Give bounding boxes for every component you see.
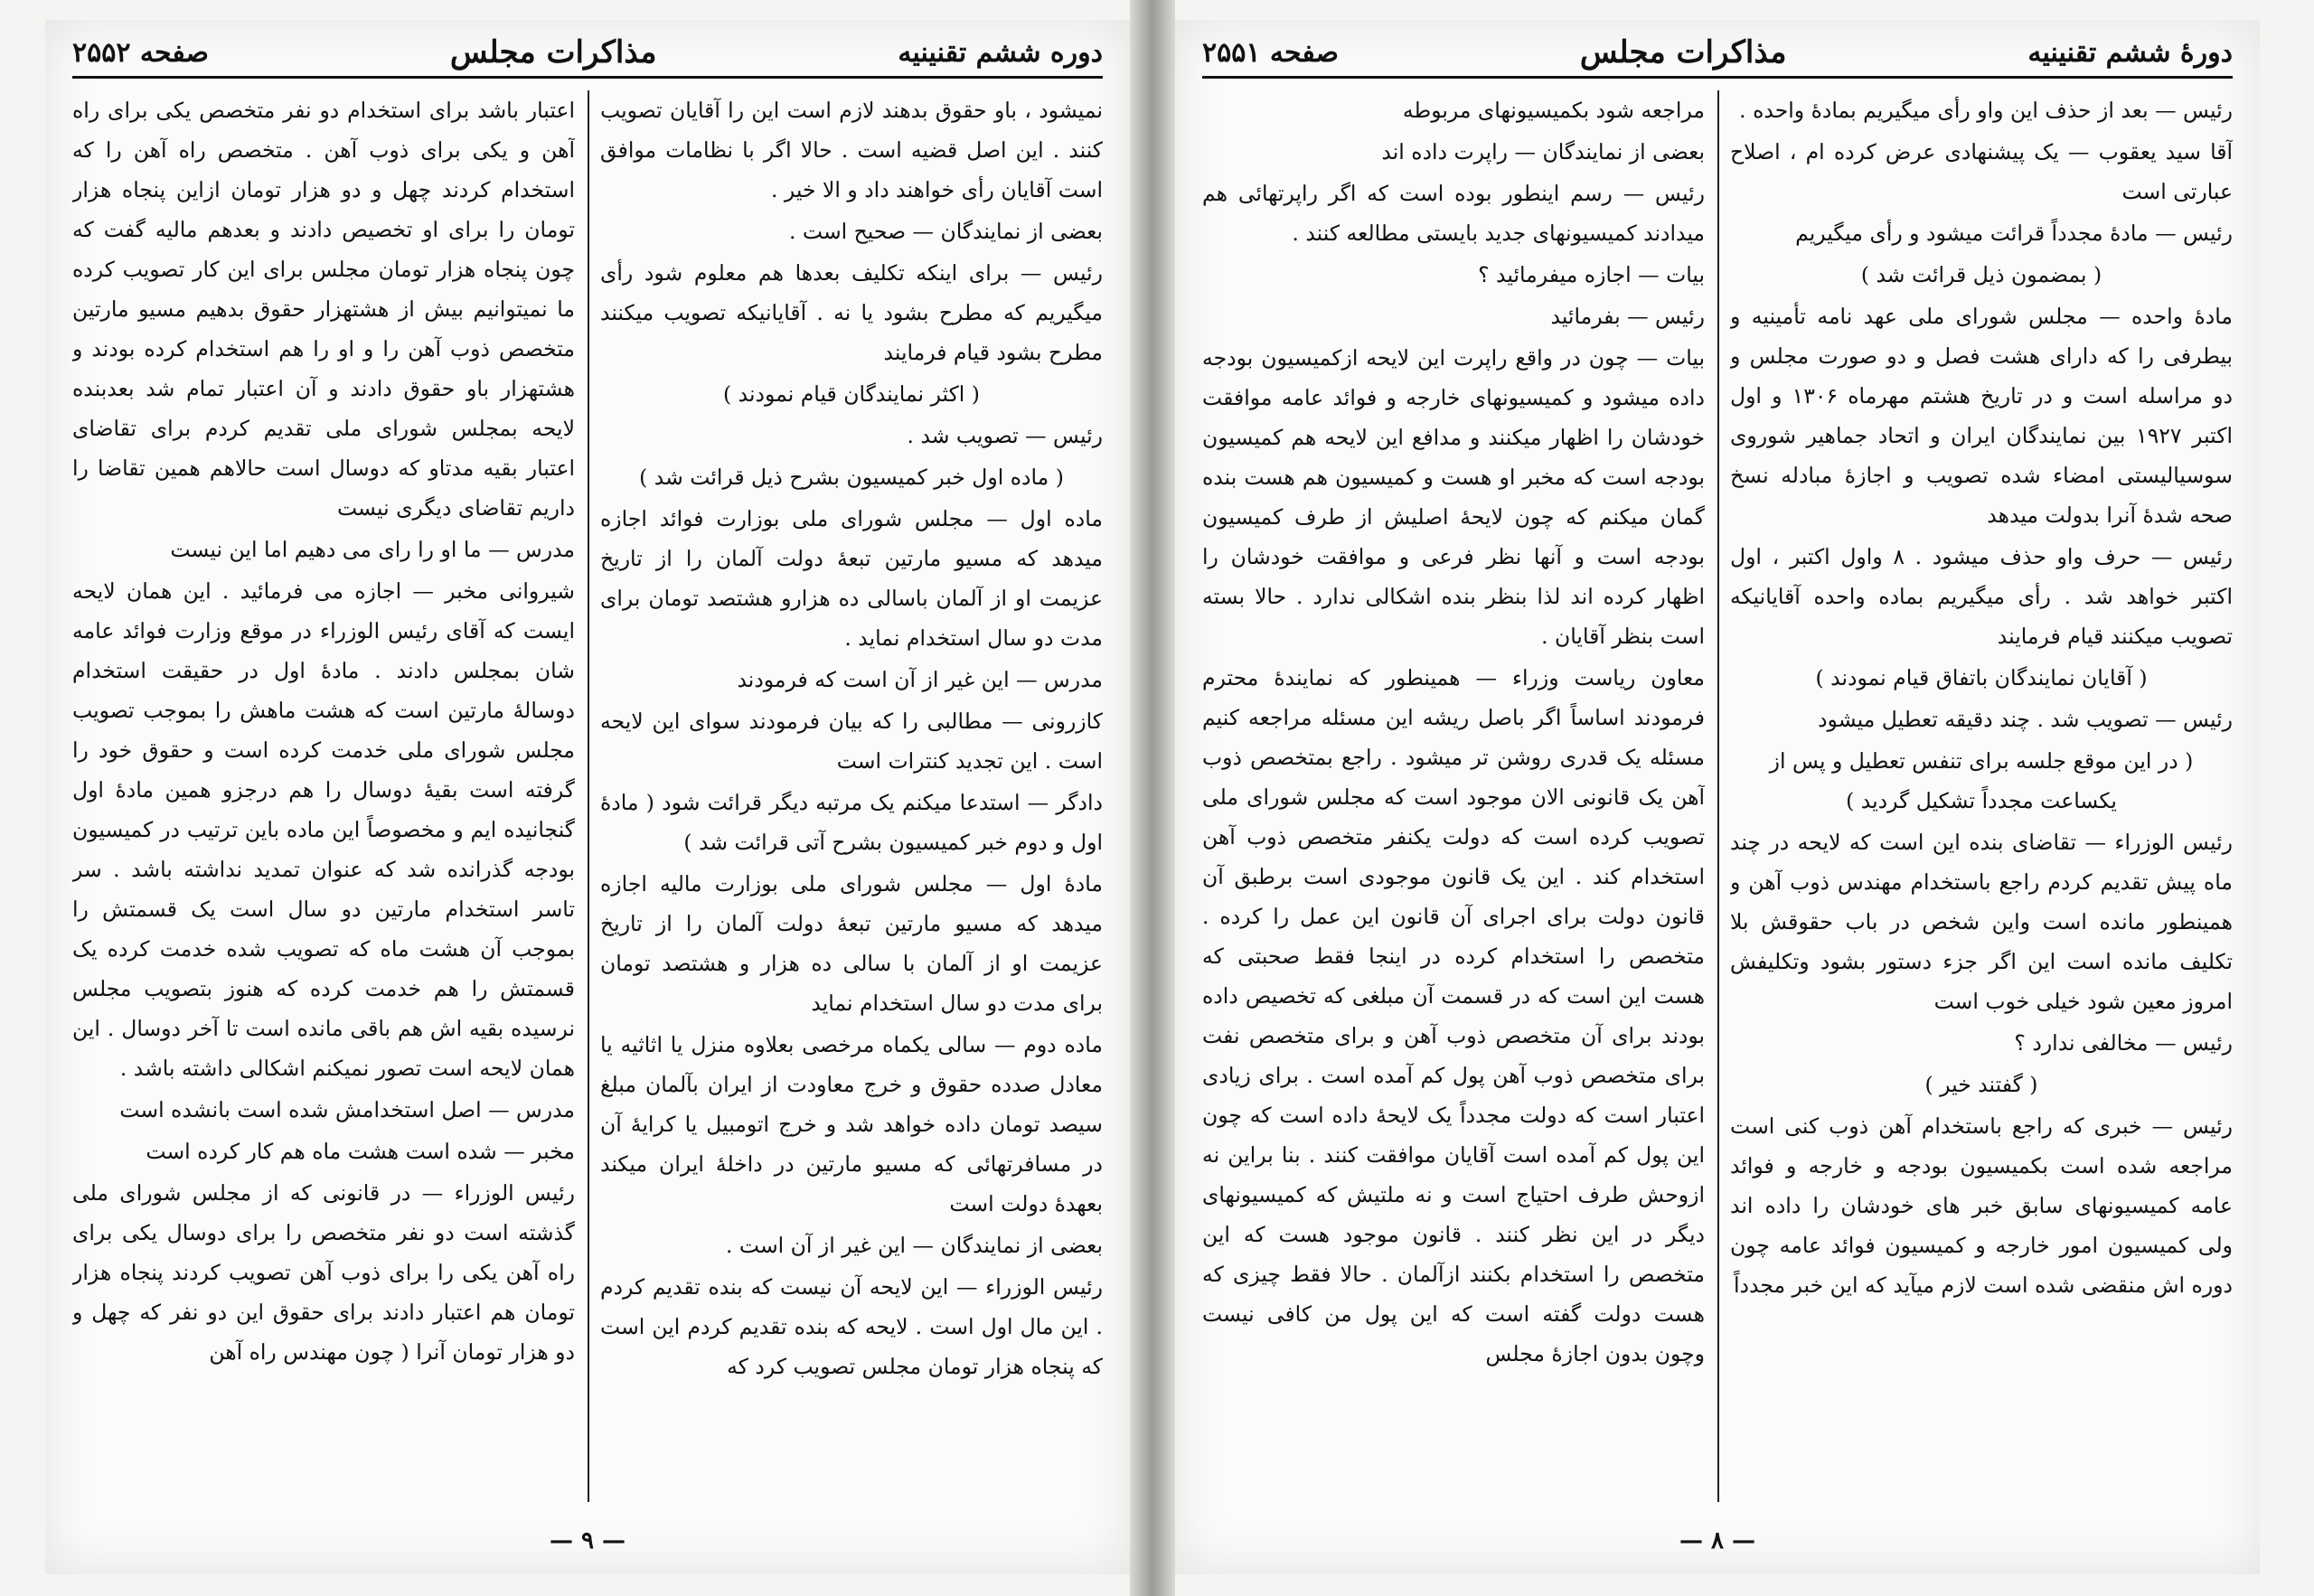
- paragraph: رئیس — خبری که راجع باستخدام آهن ذوب کنی است مراجعه شده است بکمیسیون بودجه و خارجه و فوائد عامه کمیسیونهای سابق خبر های خودشان را داده اند ولی کمیسیون امور خارجه و کمیسیون فوائد عامه چون دوره اش منقضی شده است لازم میآید که این خبر مجدداً: [1730, 1113, 2233, 1298]
- paragraph: بیات — اجازه میفرمائید ؟: [1478, 262, 1705, 287]
- paragraph: بیات — چون در واقع راپرت این لایحه ازکمیسیون بودجه داده میشود و کمیسیونهای خارجه و فوائد عامه موافقت خودشان را اظهار میکنند و مدافع این لایحه هم کمیسیون بودجه است که مخبر او هست و کمیسیون هم هست بنده گمان میکنم که چون لایحهٔ اصلیش از طرف کمیسیون بودجه است و آنها نظر فرعی و موافقت خودشان را اظهار کرده اند لذا بنظر بنده اشکالی ندارد . حالا بسته است بنظر آقایان .: [1202, 345, 1705, 649]
- book-gutter: [1130, 0, 1175, 1596]
- paragraph: دادگر — استدعا میکنم یک مرتبه دیگر قرائت شود ( مادهٔ اول و دوم خبر کمیسیون بشرح آتی قرائت شد ): [600, 790, 1103, 855]
- paragraph: رئیس — رسم اینطور بوده است که اگر راپرتهائی هم میدادند کمیسیونهای جدید بایستی مطالعه کنند .: [1202, 181, 1705, 246]
- left-header-session: دوره ششم تقنینیه: [898, 36, 1103, 69]
- paragraph: مادهٔ اول — مجلس شورای ملی بوزارت مالیه اجازه میدهد که مسیو مارتین تبعهٔ دولت آلمان را از تاریخ عزیمت او از آلمان با سالی ده هزار و هشتصد تومان برای مدت دو سال استخدام نماید: [600, 871, 1103, 1016]
- paragraph: رئیس — تصویب شد .: [907, 423, 1103, 448]
- paragraph: رئیس — مخالفی ندارد ؟: [2014, 1030, 2233, 1056]
- paragraph: ( ماده اول خبر کمیسیون بشرح ذیل قرائت شد ): [639, 465, 1064, 490]
- left-header-title: مذاکرات مجلس: [449, 34, 657, 70]
- paragraph: شیروانی مخبر — اجازه می فرمائید . این همان لایحه ایست که آقای رئیس الوزراء در موقع وزارت فوائد عامه شان بمجلس دادند . مادهٔ اول در حقیقت استخدام دوسالهٔ مارتین است که هشت ماهش را بموجب تصویب مجلس شورای ملی خدمت کرده است و حقوق خود را گرفته است بقیهٔ دوسال را هم درجزو همین مادهٔ اول گنجانیده ایم و مخصوصاً این ماده باین ترتیب در کمیسیون بودجه گذرانده شد که عنوان تمدید نداشته باشد . سر تاسر استخدام مارتین دو سال است یک قسمتش را بموجب آن هشت ماه که تصویب شده خدمت کرده یک قسمتش را هم خدمت کرده که هنوز بتصویب مجلس نرسیده بقیه اش هم باقی مانده است تا آخر دوسال . این همان لایحه است تصور نمیکنم اشکالی داشته باشد .: [72, 578, 575, 1081]
- paragraph: بعضی از نمایندگان — راپرت داده اند: [1381, 139, 1705, 164]
- paragraph: مراجعه شود بکمیسیونهای مربوطه: [1402, 98, 1705, 123]
- paragraph: ( گفتند خیر ): [1924, 1072, 2038, 1097]
- paragraph: ( بمضمون ذیل قرائت شد ): [1860, 262, 2102, 287]
- paragraph: رئیس الوزراء — تقاضای بنده این است که لایحه در چند ماه پیش تقدیم کردم راجع باستخدام مهندس ذوب آهن و همینطور مانده است واین شخص در باب حقوقش بلا تکلیف مانده است این اگر جزء دستور بشود وتکلیفش امروز معین شود خیلی خوب است: [1730, 830, 2233, 1014]
- left-page-left-column: [72, 90, 575, 1511]
- paragraph: ماده اول — مجلس شورای ملی بوزارت فوائد اجازه میدهد که مسیو مارتین تبعهٔ دولت آلمان را از تاریخ عزیمت او از آلمان باسالی ده هزارو هشتصد تومان برای مدت دو سال استخدام نماید .: [600, 506, 1103, 651]
- right-page-right-column: [1730, 90, 2233, 1511]
- paragraph: بعضی از نمایندگان — این غیر از آن است .: [725, 1233, 1103, 1258]
- right-page: [1175, 20, 2260, 1574]
- right-header-title: مذاکرات مجلس: [1579, 34, 1787, 70]
- paragraph: مخبر — شده است هشت ماه هم کار کرده است: [146, 1139, 575, 1164]
- paragraph: بعضی از نمایندگان — صحیح است .: [788, 219, 1103, 244]
- right-header-session: دورهٔ ششم تقنینیه: [2027, 36, 2233, 69]
- paragraph: رئیس — تصویب شد . چند دقیقه تعطیل میشود: [1818, 707, 2233, 732]
- paragraph: رئیس — بفرمائید: [1550, 304, 1705, 329]
- paragraph: رئیس الوزراء — در قانونی که از مجلس شورای ملی گذشته است دو نفر متخصص را برای دوسال یکی برای راه آهن یکی را برای ذوب آهن تصویب کردند پنجاه هزار تومان هم اعتبار دادند برای حقوق این دو نفر که چهل و دو هزار تومان آنرا ( چون مهندس راه آهن: [72, 1180, 575, 1365]
- paragraph: آقا سید یعقوب — یک پیشنهادی عرض کرده ام ، اصلاح عبارتی است: [1730, 139, 2233, 204]
- paragraph: ( در این موقع جلسه برای تنفس تعطیل و پس از یکساعت مجدداً تشکیل گردید ): [1769, 748, 2194, 813]
- paragraph: رئیس — برای اینکه تکلیف بعدها هم معلوم شود رأی میگیریم که مطرح بشود یا نه . آقایانیکه تصویب میکنند مطرح بشود قیام فرمایند: [600, 260, 1103, 365]
- paragraph: مدرس — این غیر از آن است که فرمودند: [737, 667, 1103, 692]
- left-header-rule: [72, 76, 1103, 79]
- paragraph: رئیس الوزراء — این لایحه آن نیست که بنده تقدیم کردم . این مال اول است . لایحه که بنده تقدیم کردم این است که پنجاه هزار تومان مجلس تصویب کرد که: [600, 1274, 1103, 1379]
- left-page: [45, 20, 1130, 1574]
- right-header-page-number: صفحه ۲۵۵۱: [1202, 36, 1339, 69]
- paragraph: مدرس — اصل استخدامش شده است بانشده است: [119, 1097, 575, 1122]
- right-header-rule: [1202, 76, 2233, 79]
- left-header-page-number: صفحه ۲۵۵۲: [72, 36, 209, 69]
- left-page-columns: [72, 90, 1103, 1511]
- right-page-header: [1202, 34, 2233, 70]
- paragraph: رئیس — بعد از حذف این واو رأی میگیریم بمادهٔ واحده .: [1739, 98, 2233, 123]
- paragraph: رئیس — حرف واو حذف میشود . ۸ واول اکتبر ، اول اکتبر خواهد شد . رأی میگیریم بماده واحده آقایانیکه تصویب میکنند قیام فرمایند: [1730, 544, 2233, 649]
- paragraph: ( اکثر نمایندگان قیام نمودند ): [723, 381, 980, 407]
- paragraph: معاون ریاست وزراء — همینطور که نمایندهٔ محترم فرمودند اساساً اگر باصل ریشه این مسئله مراجعه کنیم مسئله یک قدری روشن تر میشود . راجع بمتخصص ذوب آهن یک قانونی الان موجود است که مجلس شورای ملی تصویب کرده است که دولت یکنفر متخصص ذوب آهن استخدام کند . این یک قانون موجودی است برطبق آن قانون دولت برای اجرای آن قانون این عمل را کرده . متخصص را استخدام کرده در اینجا فقط صحبتی که هست این است که در قسمت آن مبلغی که تخصیص داده بودند برای آن متخصص ذوب آهن و برای متخصص نفت برای متخصص ذوب آهن پول کم آمده است . برای زیادی اعتبار است که دولت مجدداً یک لایحهٔ داده است که چون این پول کم آمده است آقایان موافقت کنند . بنا براین نه ازوحش طرف احتیاج است و نه ملتیش که کمیسیونهای دیگر در این نظر کنند . قانون موجود هست که این متخصص را استخدام بکنند ازآلمان . حالا فقط چیزی که هست دولت گفته است که این پول من کافی نیست وچون بدون اجازهٔ مجلس: [1202, 665, 1705, 1366]
- right-page-left-column: [1202, 90, 1705, 1511]
- paragraph: کازرونی — مطالبی را که بیان فرمودند سوای این لایحه است . این تجدید کنترات است: [600, 709, 1103, 774]
- left-page-right-column: [600, 90, 1103, 1511]
- paragraph: نمیشود ، باو حقوق بدهند لازم است این را آقایان تصویب کنند . این اصل قضیه است . حالا اگر با نظامات موافق است آقایان رأی خواهند داد و الا خیر .: [600, 98, 1103, 202]
- right-page-columns: [1202, 90, 2233, 1511]
- paragraph: ماده دوم — سالی یکماه مرخصی بعلاوه منزل یا اثاثیه یا معادل صدده حقوق و خرج معاودت از ایران بآلمان مبلغ سیصد تومان داده خواهد شد و خرج اتومبیل یا کرایهٔ آن در مسافرتهائی که مسیو مارتین در داخلهٔ ایران میکند بعهدهٔ دولت است: [600, 1032, 1103, 1216]
- paragraph: مدرس — ما او را رای می دهیم اما این نیست: [170, 537, 575, 562]
- left-page-header: [72, 34, 1103, 70]
- right-page-folio: — ۸ —: [1679, 1527, 1756, 1554]
- paragraph: مادهٔ واحده — مجلس شورای ملی عهد نامه تأمینیه و بیطرفی را که دارای هشت فصل و دو صورت مجلس و دو مراسله است و در تاریخ هشتم مهرماه ۱۳۰۶ و اول اکتبر ۱۹۲۷ بین نمایندگان ایران و اتحاد جماهیر شوروی سوسیالیستی امضاء شده تصویب و اجازهٔ مبادله نسخ صحه شدهٔ آنرا بدولت میدهد: [1730, 304, 2233, 528]
- left-page-folio: — ۹ —: [549, 1527, 626, 1554]
- paragraph: اعتبار باشد برای استخدام دو نفر متخصص یکی برای راه آهن و یکی برای ذوب آهن . متخصص راه آهن را که استخدام کردند چهل و دو هزار تومان ازاین پنجاه هزار تومان را برای او تخصیص دادند و بعدهم مالیه گفت که چون پنجاه هزار تومان مجلس برای این کار تصویب کرده ما نمیتوانیم بیش از هشتهزار حقوق بدهیم مسیو مارتین متخصص ذوب آهن را و او را هم استخدام کرده بودند و هشتهزار باو حقوق دادند و آن اعتبار تمام شد بعدبنده لایحه بمجلس شورای ملی تقدیم کردم برای تقاضای اعتبار بقیه مدتاو که دوسال است حالاهم همین تقاضا را داریم تقاضای دیگری نیست: [72, 98, 575, 521]
- paragraph: ( آقایان نمایندگان باتفاق قیام نمودند ): [1815, 665, 2148, 690]
- paragraph: رئیس — مادهٔ مجدداً قرائت میشود و رأی میگیریم: [1795, 221, 2233, 246]
